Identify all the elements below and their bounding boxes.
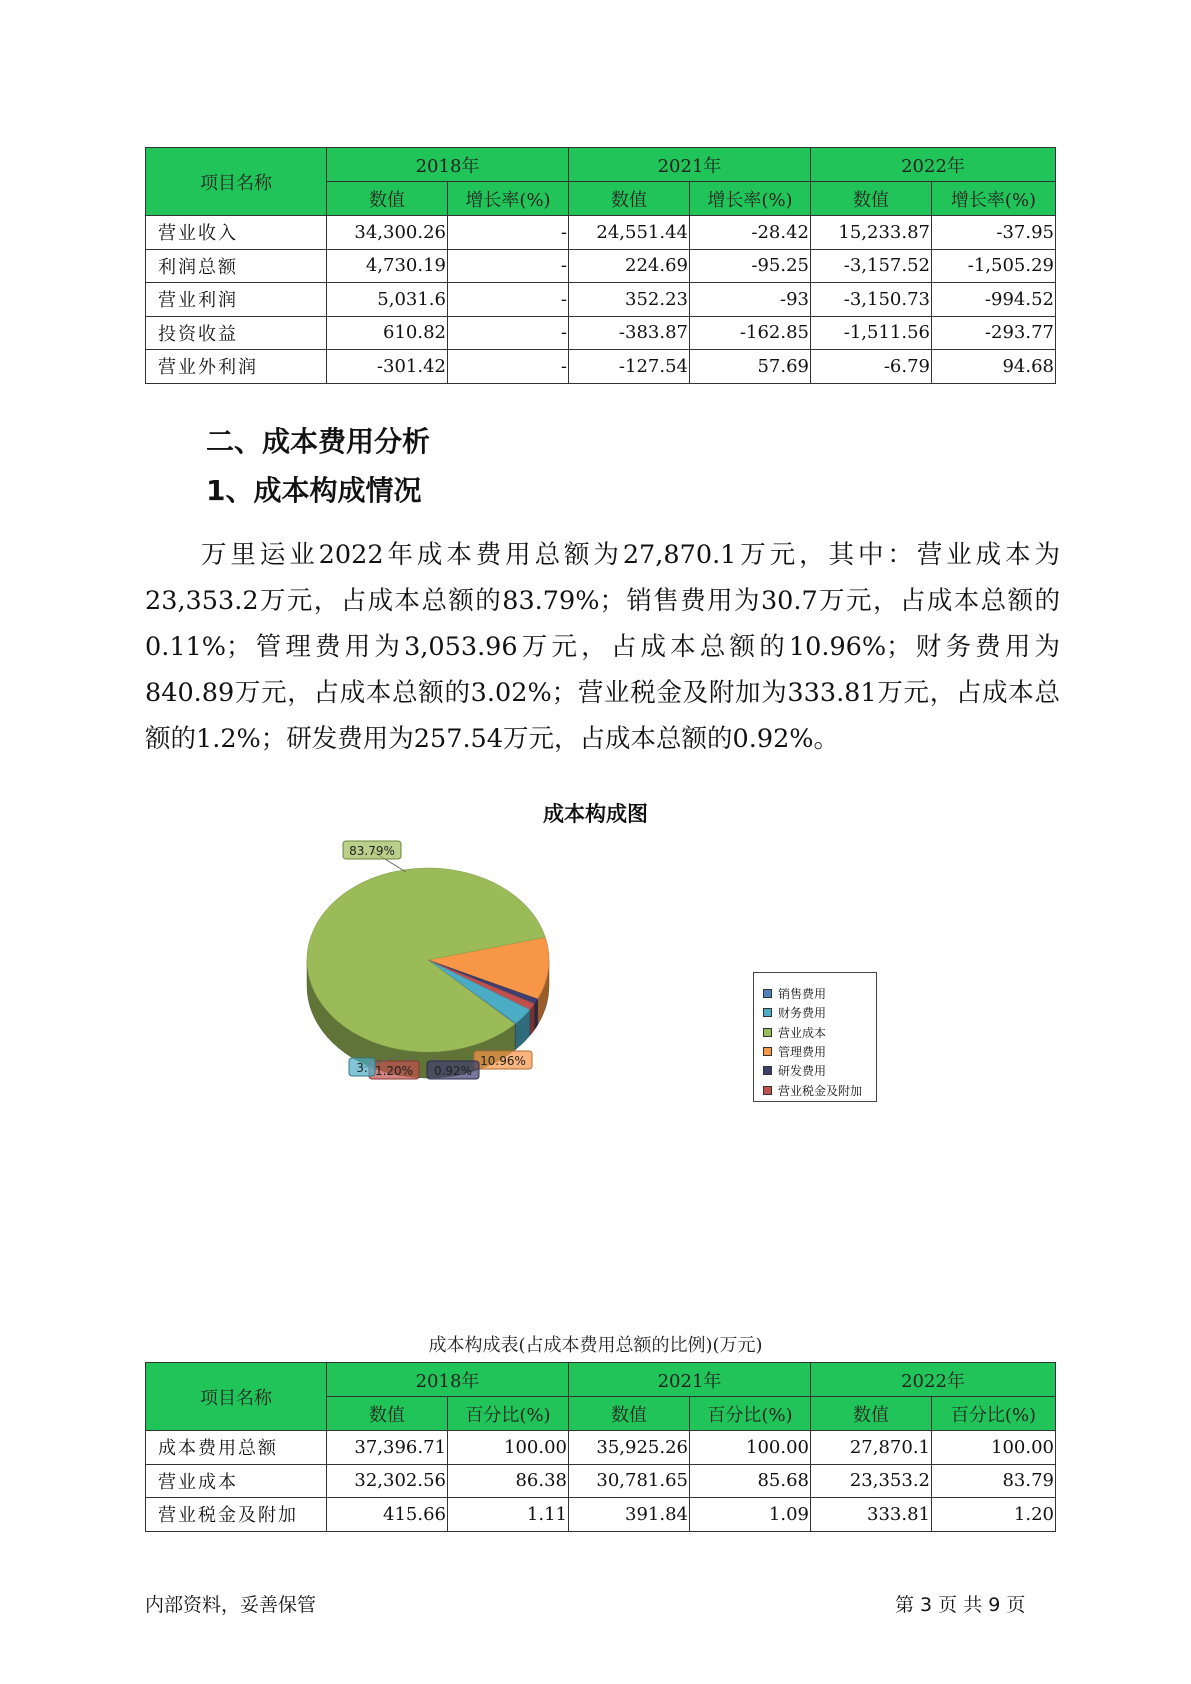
header-sub: 数值 — [327, 182, 448, 216]
cell: -28.42 — [690, 216, 811, 250]
cell: 94.68 — [932, 350, 1056, 384]
paragraph-text: 万里运业2022年成本费用总额为27,870.1万元，其中：营业成本为23,353.2万元，占成本总额的83.79%；销售费用为30.7万元，占成本总额的0.11%；管理费用为3,053.96万元，占成本总额的10.96%；财务费用为840.89万元，占成本总额的3.02%；营业税金及附加为333.81万元，占成本总额的1.2%；研发费用为257.54万元，占成本总额的0.92%。 — [145, 540, 1060, 754]
legend-swatch — [763, 989, 772, 998]
pie-data-label: 10.96% — [480, 1054, 526, 1068]
header-sub: 增长率(%) — [932, 182, 1056, 216]
cell: - — [448, 249, 569, 283]
row-label: 成本费用总额 — [146, 1431, 327, 1465]
cell: 415.66 — [327, 1498, 448, 1532]
header-sub: 百分比(%) — [448, 1397, 569, 1431]
chart-title: 成本构成图 — [543, 802, 648, 826]
row-label: 营业外利润 — [146, 350, 327, 384]
header-sub: 数值 — [811, 182, 932, 216]
legend-item — [754, 1042, 876, 1061]
header-year: 2018年 — [327, 1363, 569, 1397]
legend-swatch — [763, 1086, 772, 1095]
cell: 32,302.56 — [327, 1464, 448, 1498]
cell: -93 — [690, 283, 811, 317]
legend-label: 管理费用 — [778, 1045, 827, 1060]
cell: 57.69 — [690, 350, 811, 384]
legend-label: 销售费用 — [778, 987, 827, 1002]
pie-data-label: 1.20% — [374, 1064, 414, 1078]
row-label: 营业成本 — [146, 1464, 327, 1498]
cell: -127.54 — [569, 350, 690, 384]
table-row — [146, 1498, 1056, 1532]
header-sub: 百分比(%) — [932, 1397, 1056, 1431]
cell: - — [448, 316, 569, 350]
cell: 352.23 — [569, 283, 690, 317]
cell: 224.69 — [569, 249, 690, 283]
legend-item — [754, 984, 876, 1003]
row-label: 营业税金及附加 — [146, 1498, 327, 1532]
cell: - — [448, 216, 569, 250]
cell: 15,233.87 — [811, 216, 932, 250]
header-year: 2021年 — [569, 1363, 811, 1397]
cell: -3,157.52 — [811, 249, 932, 283]
row-label: 利润总额 — [146, 249, 327, 283]
header-sub: 数值 — [327, 1397, 448, 1431]
cell: -37.95 — [932, 216, 1056, 250]
cell: 85.68 — [690, 1464, 811, 1498]
cell: 610.82 — [327, 316, 448, 350]
chart-legend — [753, 972, 877, 1102]
cell: 4,730.19 — [327, 249, 448, 283]
cell: 100.00 — [932, 1431, 1056, 1465]
cell: 1.09 — [690, 1498, 811, 1532]
table-row — [146, 1464, 1056, 1498]
legend-item — [754, 1061, 876, 1080]
cell: 27,870.1 — [811, 1431, 932, 1465]
table-row — [146, 1431, 1056, 1465]
cell: 86.38 — [448, 1464, 569, 1498]
header-sub: 增长率(%) — [690, 182, 811, 216]
legend-label: 营业税金及附加 — [778, 1083, 863, 1098]
legend-swatch — [763, 1008, 772, 1017]
section-heading: 二、成本费用分析 — [206, 425, 431, 458]
row-label: 营业利润 — [146, 283, 327, 317]
cell: 1.11 — [448, 1498, 569, 1532]
row-label: 营业收入 — [146, 216, 327, 250]
header-year: 2018年 — [327, 148, 569, 182]
legend-label: 研发费用 — [778, 1064, 827, 1079]
cell: 30,781.65 — [569, 1464, 690, 1498]
row-label: 投资收益 — [146, 316, 327, 350]
footer-page-number: 第 3 页 共 9 页 — [895, 1594, 1026, 1616]
cell: -3,150.73 — [811, 283, 932, 317]
legend-item — [754, 1003, 876, 1022]
cell: -994.52 — [932, 283, 1056, 317]
pie-data-label: 3. — [356, 1061, 368, 1075]
legend-item — [754, 1023, 876, 1042]
table-caption: 成本构成表(占成本费用总额的比例)(万元) — [428, 1335, 763, 1356]
header-sub: 百分比(%) — [690, 1397, 811, 1431]
cell: -383.87 — [569, 316, 690, 350]
cell: 34,300.26 — [327, 216, 448, 250]
cell: 333.81 — [811, 1498, 932, 1532]
cell: 100.00 — [690, 1431, 811, 1465]
cell: -95.25 — [690, 249, 811, 283]
cell: -301.42 — [327, 350, 448, 384]
header-year: 2022年 — [811, 1363, 1056, 1397]
legend-label: 营业成本 — [778, 1025, 827, 1040]
sub-heading: 1、成本构成情况 — [206, 474, 422, 507]
header-item-name: 项目名称 — [146, 148, 327, 216]
cell: 391.84 — [569, 1498, 690, 1532]
legend-item — [754, 1080, 876, 1099]
cell: -293.77 — [932, 316, 1056, 350]
pie-data-label: 83.79% — [349, 844, 395, 858]
header-sub: 数值 — [569, 1397, 690, 1431]
header-year: 2022年 — [811, 148, 1056, 182]
footer-confidential-note: 内部资料，妥善保管 — [145, 1594, 317, 1616]
pie-data-label: 0.92% — [433, 1064, 473, 1078]
cell: -1,511.56 — [811, 316, 932, 350]
cell: 24,551.44 — [569, 216, 690, 250]
cell: - — [448, 283, 569, 317]
cell: 5,031.6 — [327, 283, 448, 317]
header-sub: 增长率(%) — [448, 182, 569, 216]
legend-swatch — [763, 1028, 772, 1037]
cell: -1,505.29 — [932, 249, 1056, 283]
legend-swatch — [763, 1047, 772, 1056]
cell: 83.79 — [932, 1464, 1056, 1498]
cell: 35,925.26 — [569, 1431, 690, 1465]
cell: 23,353.2 — [811, 1464, 932, 1498]
header-sub: 数值 — [811, 1397, 932, 1431]
header-item-name: 项目名称 — [146, 1363, 327, 1431]
pie-slice-side — [534, 999, 537, 1030]
header-year: 2021年 — [569, 148, 811, 182]
cell: 100.00 — [448, 1431, 569, 1465]
cell: -6.79 — [811, 350, 932, 384]
cell: - — [448, 350, 569, 384]
cost-structure-table — [145, 1362, 1056, 1532]
cell: -162.85 — [690, 316, 811, 350]
legend-swatch — [763, 1066, 772, 1075]
cell: 1.20 — [932, 1498, 1056, 1532]
header-sub: 数值 — [569, 182, 690, 216]
cell: 37,396.71 — [327, 1431, 448, 1465]
legend-label: 财务费用 — [778, 1006, 827, 1021]
